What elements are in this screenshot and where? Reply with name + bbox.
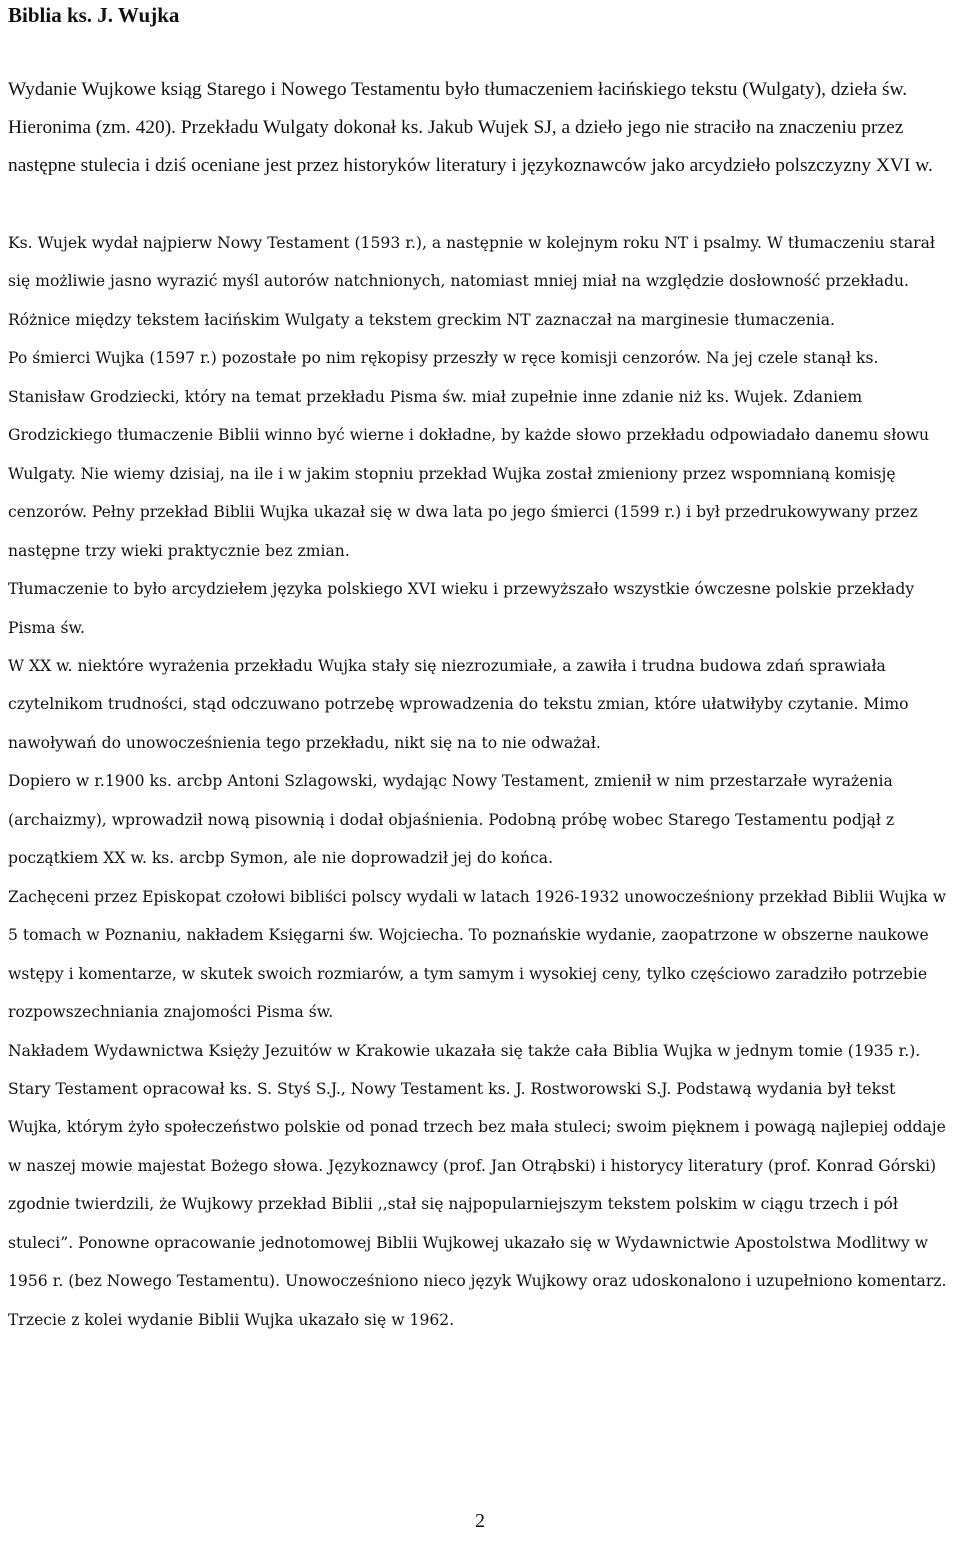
body-text: [8, 224, 953, 1339]
paragraph-masterpiece: Tłumaczenie to było arcydziełem języka polskiego XVI wieku i przewyższało wszystkie ówczesne polskie przekłady Pisma św.: [8, 580, 915, 637]
paragraph-krakow-edition: Nakładem Wydawnictwa Księży Jezuitów w Krakowie ukazała się także cała Biblia Wujka w jednym tomie (1935 r.). Stary Testament opracował ks. S. Styś S.J., Nowy Testament ks. J. Rostworowski S.J. Podstawą wydania był tekst Wujka, którym żyło społeczeństwo polskie od ponad trzech bez mała stuleci; swoim pięknem i powagą najlepiej oddaje w naszej mowie majestat Bożego słowa. Językoznawcy (prof. Jan Otrąbski) i historycy literatury (prof. Konrad Górski) zgodnie twierdzili, że Wujkowy przekład Biblii ,,stał się najpopularniejszym tekstem polskim w ciągu trzech i pół stuleci”. Ponowne opracowanie jednotomowej Biblii Wujkowej ukazało się w Wydawnictwie Apostolstwa Modlitwy w 1956 r. (bez Nowego Testamentu). Unowocześniono nieco język Wujkowy oraz udoskonalono i uzupełniono komentarz. Trzecie z kolei wydanie Biblii Wujka ukazało się w 1962.: [8, 1041, 947, 1329]
paragraph-twentieth-century: W XX w. niektóre wyrażenia przekładu Wujka stały się niezrozumiałe, a zawiła i trudna budowa zdań sprawiała czytelnikom trudności, stąd odczuwano potrzebę wprowadzenia do tekstu zmian, które ułatwiłyby czytanie. Mimo nawoływań do unowocześnienia tego przekładu, nikt się na to nie odważał.: [8, 656, 909, 752]
intro-paragraph: Wydanie Wujkowe ksiąg Starego i Nowego Testamentu było tłumaczeniem łacińskiego tekstu (Wulgaty), dzieła św. Hieronima (zm. 420). Przekładu Wulgaty dokonał ks. Jakub Wujek SJ, a dzieło jego nie straciło na znaczeniu przez następne stulecia i dziś oceniane jest przez historyków literatury i językoznawców jako arcydzieło polszczyzny XVI w.: [8, 79, 933, 176]
page-number: 2: [475, 1510, 485, 1532]
paragraph-censors-commission: Po śmierci Wujka (1597 r.) pozostałe po nim rękopisy przeszły w ręce komisji cenzorów. Na jej czele stanął ks. Stanisław Grodziecki, który na temat przekładu Pisma św. miał zupełnie inne zdanie niż ks. Wujek. Zdaniem Grodzickiego tłumaczenie Biblii winno być wierne i dokładne, by każde słowo przekładu odpowiadało danemu słowu Wulgaty. Nie wiemy dzisiaj, na ile i w jakim stopniu przekład Wujka został zmieniony przez wspomnianą komisję cenzorów. Pełny przekład Biblii Wujka ukazał się w dwa lata po jego śmierci (1599 r.) i był przedrukowywany przez następne trzy wieki praktycznie bez zmian.: [8, 349, 930, 560]
paragraph-wujek-new-testament: Ks. Wujek wydał najpierw Nowy Testament (1593 r.), a następnie w kolejnym roku NT i psalmy. W tłumaczeniu starał się możliwie jasno wyrazić myśl autorów natchnionych, natomiast mniej miał na względzie dosłowność przekładu. Różnice między tekstem łacińskim Wulgaty a tekstem greckim NT zaznaczał na marginesie tłumaczenia.: [8, 234, 935, 329]
paragraph-poznan-edition: Zachęceni przez Episkopat czołowi bibliści polscy wydali w latach 1926-1932 unowocześniony przekład Biblii Wujka w 5 tomach w Poznaniu, nakładem Księgarni św. Wojciecha. To poznańskie wydanie, zaopatrzone w obszerne naukowe wstępy i komentarze, w skutek swoich rozmiarów, a tym samym i wysokiej ceny, tylko częściowo zaradziło potrzebie rozpowszechniania znajomości Pisma św.: [8, 887, 947, 1022]
paragraph-szlagowski: Dopiero w r.1900 ks. arcbp Antoni Szlagowski, wydając Nowy Testament, zmienił w nim przestarzałe wyrażenia (archaizmy), wprowadził nową pisownią i dodał objaśnienia. Podobną próbę wobec Starego Testamentu podjął z początkiem XX w. ks. arcbp Symon, ale nie doprowadził jej do końca.: [8, 772, 895, 868]
document-title: Biblia ks. J. Wujka: [8, 3, 180, 27]
